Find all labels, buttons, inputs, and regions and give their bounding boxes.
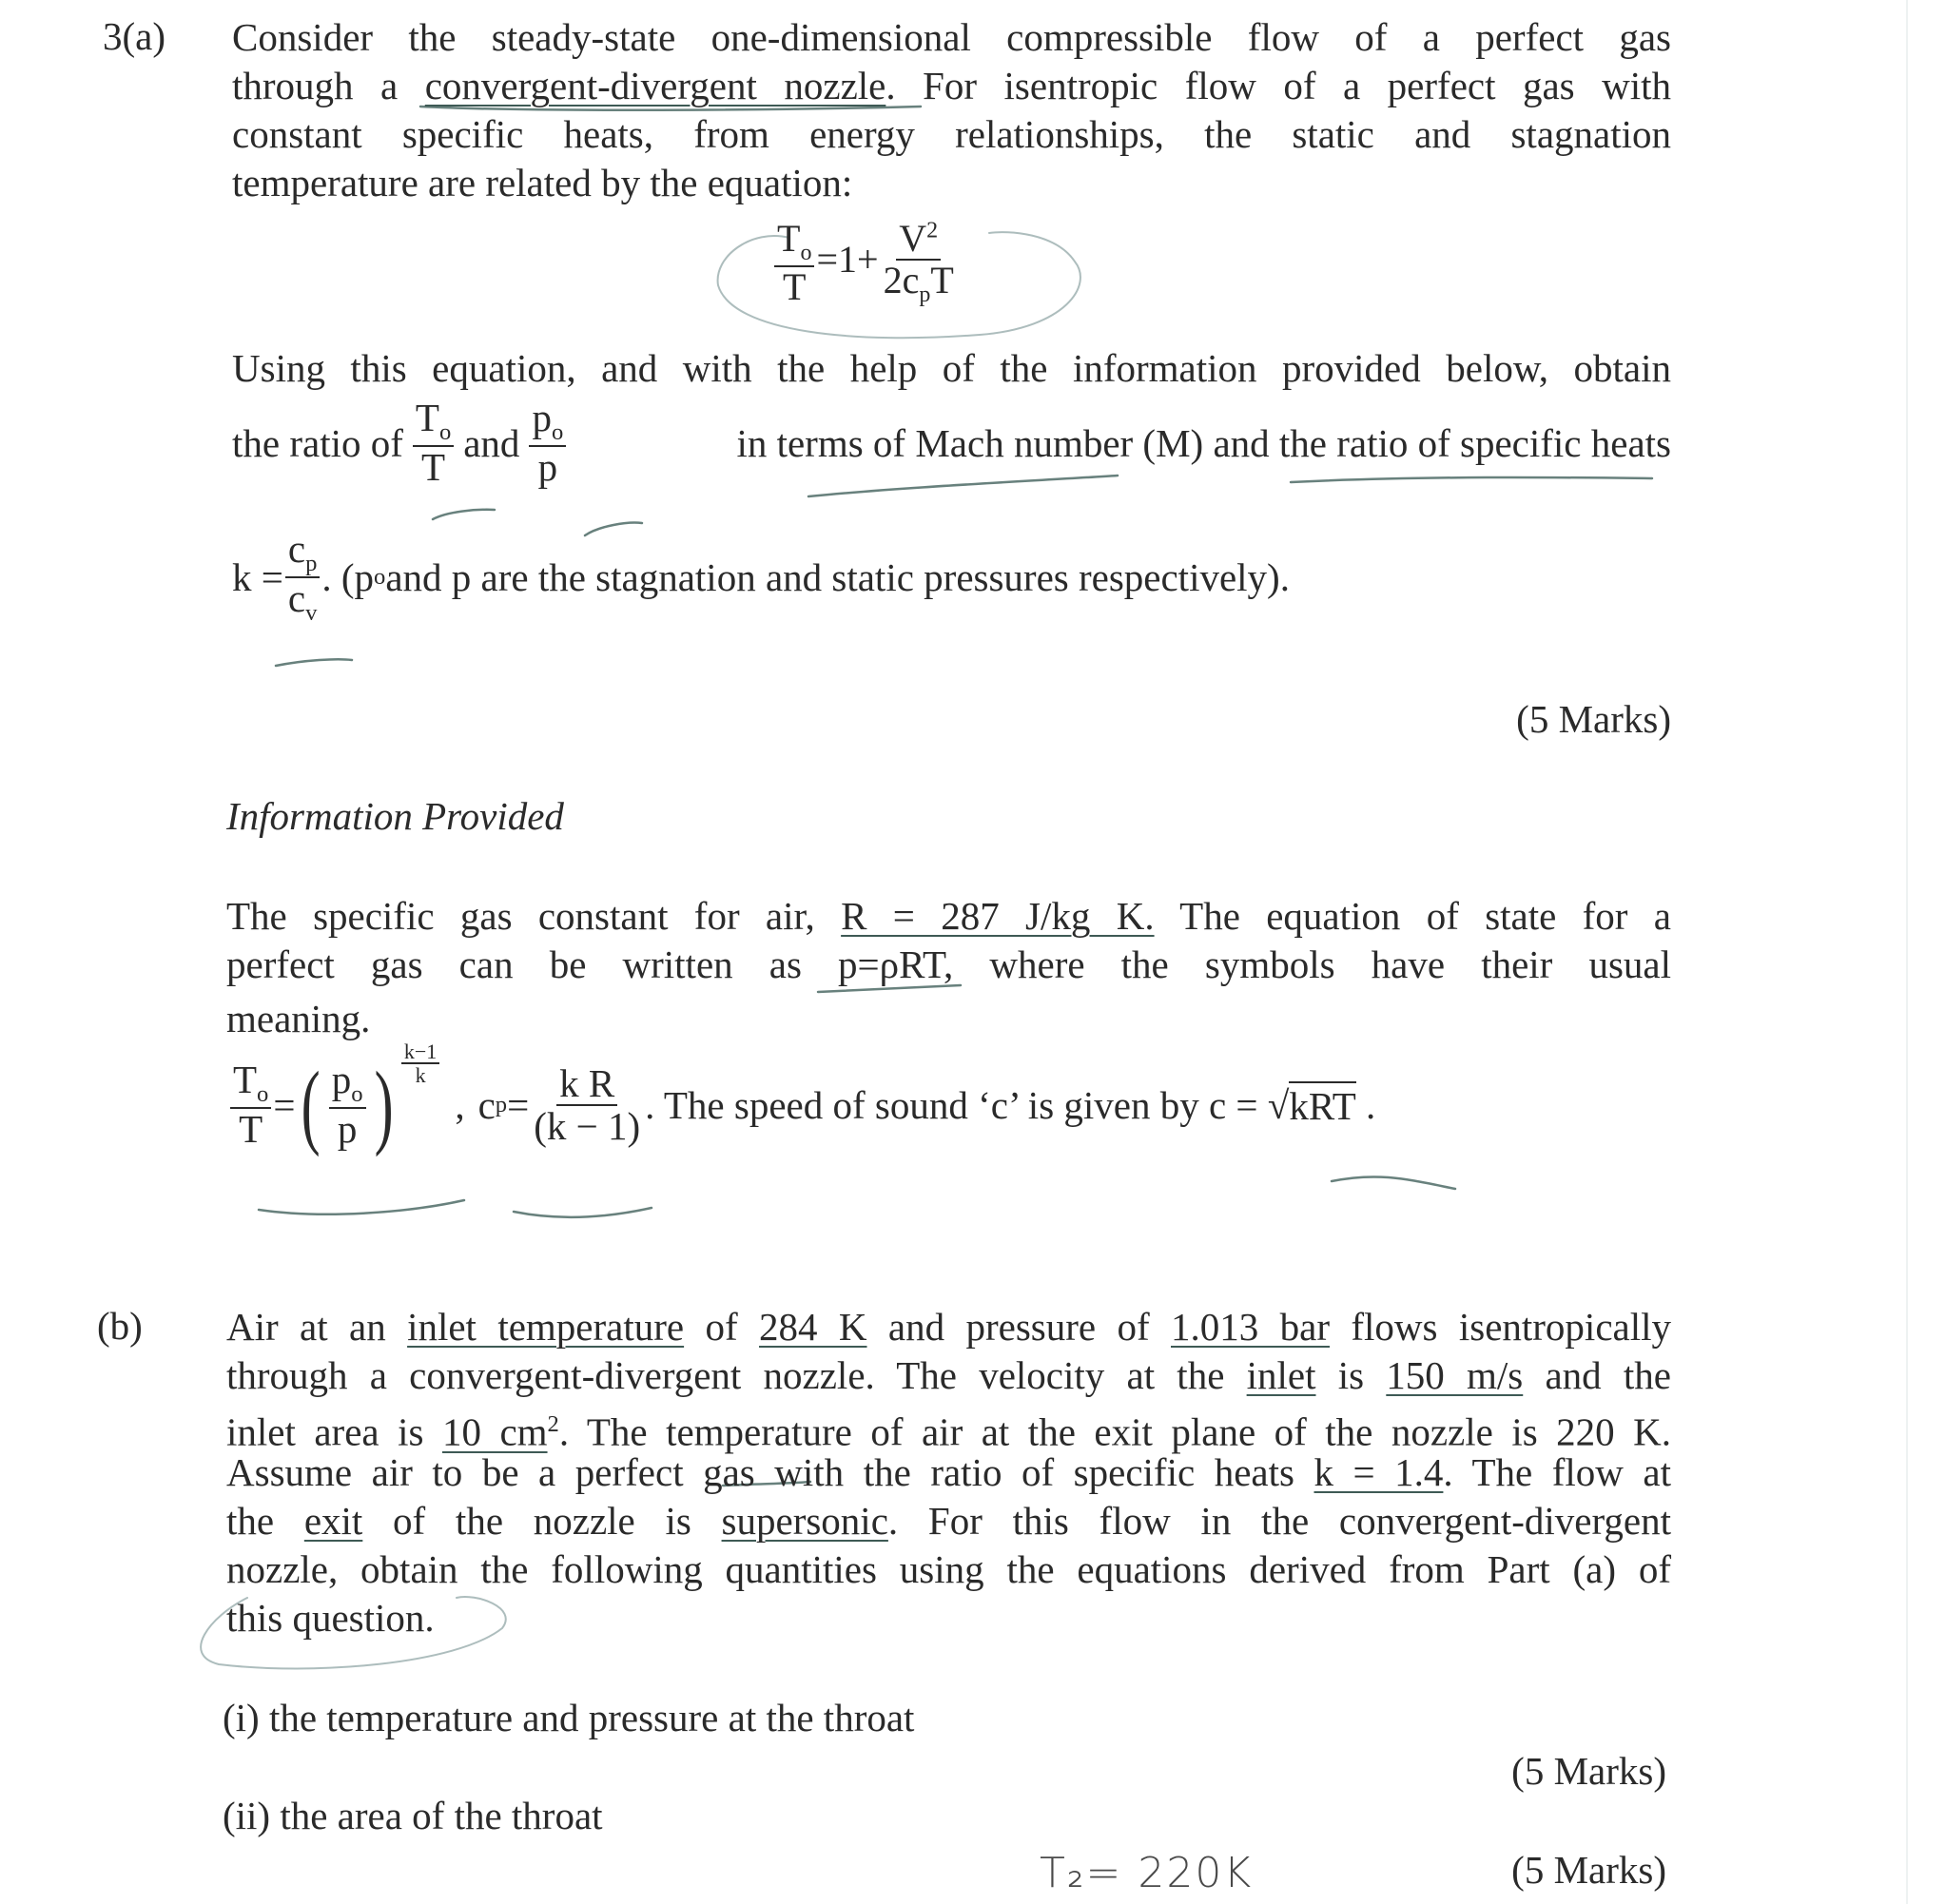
eq-text: =	[273, 1083, 296, 1127]
left-paren: (	[302, 1052, 321, 1157]
underlined-term: inlet temperature	[407, 1305, 685, 1349]
underlined-term: 1.013 bar	[1171, 1305, 1330, 1349]
text-span: and pressure of	[866, 1305, 1171, 1349]
eq-text: o	[800, 241, 812, 265]
text-span: inlet area is	[226, 1409, 442, 1454]
eq-text: p	[919, 282, 931, 307]
text-span: through a	[232, 64, 425, 107]
text-line	[232, 62, 1671, 110]
fraction-cp-cv	[285, 529, 321, 626]
eq-text: c	[287, 576, 306, 620]
underlined-term: 10 cm	[441, 1409, 548, 1454]
energy-equation	[772, 219, 959, 307]
text-line: meaning.	[226, 997, 371, 1040]
eq-text: T	[239, 1107, 263, 1152]
eq-text: p	[537, 445, 558, 489]
underlined-term: inlet	[1246, 1353, 1316, 1397]
eq-text: 2	[926, 218, 939, 243]
text-line	[226, 1497, 1671, 1545]
part-b-paragraph	[226, 1303, 1671, 1642]
using-line	[232, 344, 1671, 393]
eq-text: o	[257, 1081, 269, 1108]
fraction-kR-k-1	[531, 1060, 643, 1148]
underlined-term: supersonic	[721, 1499, 888, 1543]
underlined-term: k = 1.4	[1314, 1450, 1444, 1494]
text-span: of the nozzle is	[362, 1499, 722, 1543]
text-span: and the	[1523, 1353, 1671, 1397]
text-line: nozzle, obtain the following quantities using the equations derived from Part (a) of	[226, 1547, 1671, 1591]
text-line	[226, 1448, 1671, 1497]
eq-text: p	[495, 1092, 508, 1117]
text-line: Using this equation, and with the help of the information provided below, obtain	[232, 346, 1671, 390]
fraction-To-T	[413, 398, 454, 488]
part-a-intro	[232, 13, 1671, 207]
page-edge-shadow	[1906, 0, 1946, 1904]
handwritten-note: T₂= 220K	[1040, 1849, 1254, 1897]
eq-text: 2c	[883, 259, 920, 301]
sub-question-i: (i) the temperature and pressure at the throat	[223, 1696, 915, 1739]
eq-text: (k − 1)	[534, 1104, 641, 1148]
text-span: . For isentropic flow of a perfect gas with	[885, 64, 1672, 107]
sqrt-symbol: √	[1267, 1083, 1290, 1127]
text-line: this question.	[226, 1596, 435, 1640]
text-line: Consider the steady-state one-dimensional compressible flow of a perfect gas	[232, 15, 1671, 59]
fraction-po-p	[529, 398, 566, 488]
text-span: is	[1315, 1353, 1387, 1397]
text-line: temperature are related by the equation:	[232, 161, 853, 204]
eq-text: T	[930, 259, 954, 301]
text-span: Assume air to be a perfect gas with the ratio of specific heats	[226, 1450, 1314, 1494]
fraction-To-T	[774, 219, 814, 307]
text-span: . For this flow in the convergent-divergent	[887, 1499, 1672, 1543]
text-line	[226, 1351, 1671, 1400]
text-span: and	[463, 420, 520, 465]
text-line	[226, 941, 1671, 989]
text-line	[226, 1303, 1671, 1351]
eq-text: p	[331, 1058, 352, 1102]
text-span: . (p	[321, 555, 375, 599]
question-label-b: (b)	[97, 1304, 143, 1348]
underline-stroke	[276, 659, 352, 666]
marks-label: (5 Marks)	[1511, 1848, 1666, 1892]
eq-text: =	[507, 1083, 530, 1127]
underlined-term: exit	[303, 1499, 363, 1543]
underlined-term: 284 K	[759, 1305, 867, 1349]
text-span: The equation of state for a	[1154, 894, 1671, 938]
eq-text: o	[351, 1081, 363, 1108]
underline-stroke	[433, 510, 495, 519]
underline-stroke	[514, 1208, 652, 1217]
eq-text: V	[899, 217, 927, 260]
text-span: .	[1355, 1083, 1376, 1127]
eq-text: =1+	[816, 237, 879, 281]
superscript: 2	[547, 1411, 559, 1437]
fraction-po-p	[329, 1059, 366, 1150]
eq-text: v	[305, 600, 318, 627]
eq-text: k−1	[401, 1040, 439, 1064]
fraction-To-T	[230, 1059, 271, 1150]
eq-text: k	[415, 1063, 426, 1088]
eq-text: p	[305, 551, 318, 577]
underlined-term: 150 m/s	[1386, 1353, 1524, 1397]
sub-question-ii: (ii) the area of the throat	[223, 1794, 603, 1837]
fraction-V2-2cpT	[881, 219, 957, 307]
eq-text: c	[287, 527, 306, 571]
text-span: . The speed of sound ‘c’ is given by	[645, 1083, 1209, 1127]
text-span: o	[374, 564, 386, 590]
exponent-fraction	[401, 1040, 439, 1086]
ratio-group	[232, 398, 568, 488]
text-span: in terms of Mach number (M) and the ratio of specific heats	[736, 420, 1671, 465]
text-span: and p are the stagnation and static pressures respectively).	[385, 555, 1290, 599]
underlined-term: R = 287 J/kg K.	[841, 894, 1155, 938]
text-span: . The temperature of air at the exit plane of the nozzle is 220 K.	[558, 1409, 1672, 1454]
eq-text: k R	[556, 1063, 617, 1106]
eq-text: T	[415, 396, 439, 439]
marks-label: (5 Marks)	[1516, 697, 1671, 741]
eq-text: o	[438, 419, 452, 446]
text-span: of	[684, 1305, 760, 1349]
eq-text: T	[233, 1058, 258, 1102]
text-span: The specific gas constant for air,	[226, 894, 842, 938]
eq-text: ,	[455, 1083, 465, 1127]
underlined-term: convergent-divergent nozzle	[424, 64, 886, 107]
info-paragraph	[226, 892, 1671, 1043]
eq-text: o	[551, 419, 564, 446]
eq-text: p	[337, 1107, 358, 1152]
right-paren: )	[374, 1052, 394, 1157]
info-heading: Information Provided	[226, 794, 564, 838]
eq-text: p	[532, 396, 552, 439]
question-label-3a: 3(a)	[103, 14, 166, 58]
ratio-line	[232, 398, 1671, 488]
eq-text: T	[783, 265, 807, 309]
text-span: Air at an	[226, 1305, 408, 1349]
text-line	[226, 892, 1671, 941]
underline-stroke	[259, 1200, 464, 1214]
text-span: through a convergent-divergent nozzle. The velocity at the	[226, 1353, 1247, 1397]
eq-text: k =	[232, 555, 283, 599]
underline-stroke	[1332, 1176, 1455, 1189]
text-span: , where the symbols have their usual	[944, 942, 1671, 986]
text-span: . The flow at	[1443, 1450, 1672, 1494]
text-span: flows isentropically	[1329, 1305, 1672, 1349]
underlined-term: p=ρRT	[838, 942, 944, 986]
text-line	[226, 1400, 1672, 1454]
text-span: the	[226, 1499, 304, 1543]
text-span: the ratio of	[232, 420, 403, 465]
eq-text: kRT	[1289, 1081, 1355, 1129]
marks-label: (5 Marks)	[1511, 1749, 1666, 1793]
eq-text: T	[777, 217, 801, 260]
k-definition-line	[232, 529, 1290, 626]
text-line: constant specific heats, from energy relationships, the static and stagnation	[232, 112, 1671, 156]
eq-text: c	[477, 1083, 496, 1127]
info-formulas	[228, 1039, 1376, 1157]
text-span: perfect gas can be written as	[226, 942, 839, 986]
eq-text: c =	[1208, 1083, 1268, 1127]
eq-text: T	[421, 445, 446, 489]
